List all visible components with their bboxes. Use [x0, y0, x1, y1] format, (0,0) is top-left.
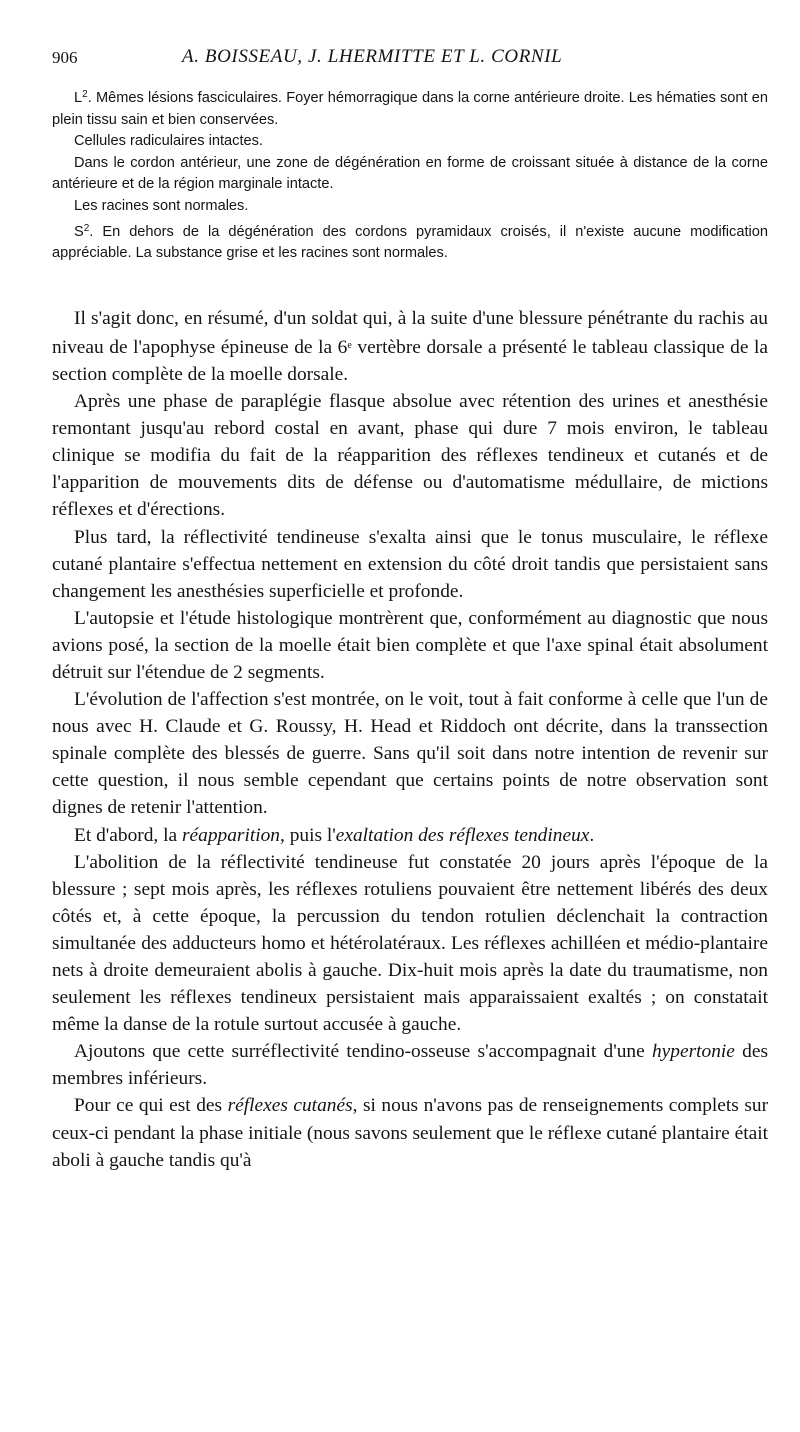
note-cordon: Dans le cordon antérieur, une zone de dégénération en forme de croissant située à distance de la corne antérieure et de la région marginale intacte.	[52, 154, 768, 193]
paragraph-reappearance: Et d'abord, la réapparition, puis l'exaltation des réflexes tendineux.	[74, 824, 595, 846]
paragraph-autopsy: L'autopsie et l'étude histologique montrèrent que, conformément au diagnostic que nous avions posé, la section de la moelle était bien complète et que l'axe spinal était absolument détruit sur l'étendue de 2 segments.	[52, 607, 768, 683]
paragraph-later: Plus tard, la réflectivité tendineuse s'exalta ainsi que le tonus musculaire, le réflexe cutané plantaire s'effectua nettement en extension du côté droit tandis que persistaient sans changement les anesthésies superficielle et profonde.	[52, 526, 768, 602]
note-racines: Les racines sont normales.	[74, 197, 249, 214]
paragraph-evolution: L'évolution de l'affection s'est montrée, on le voit, tout à fait conforme à celle que l'un de nous avec H. Claude et G. Roussy, H. Head et Riddoch ont décrite, dans la transsection spinale complète des blessés de guerre. Sans qu'il soit dans notre intention de revenir sur cette question, il nous semble cependant que certains points de notre observation sont dignes de retenir l'attention.	[52, 689, 768, 819]
page-header	[52, 42, 768, 78]
paragraph-abolition: L'abolition de la réflectivité tendineuse fut constatée 20 jours après l'époque de la blessure ; sept mois après, les réflexes rotuliens pouvaient être nettement libérés des deux côtés et, à cette époque, la percussion du tendon rotulien déclenchait la contraction simultanée des adducteurs homo et hétérolatéraux. Les réflexes achilléen et médio-plantaire nets à droite demeuraient abolis à gauche. Dix-huit mois après la date du traumatisme, non seulement les réflexes tendineux persistaient mais apparaissaient exaltés ; on constatait même la danse de la rotule surtout accusée à gauche.	[52, 851, 768, 1036]
note-s2: $S^2$. En dehors de la dégénération des cordons pyramidaux croisés, il n'existe aucune modification appréciable. La substance grise et les racines sont normales.	[52, 222, 768, 262]
paragraph-paraplegia: Après une phase de paraplégie flasque absolue avec rétention des urines et anesthésie remontant jusqu'au rebord costal en avant, phase qui dure 7 mois environ, le tableau clinique se modifia du fait de la réapparition des réflexes tendineux et cutanés et de l'apparition de mouvements dits de défense ou d'automatisme médullaire, de mictions réflexes et d'érections.	[52, 391, 768, 521]
page-number: 906	[52, 48, 78, 67]
histology-notes	[52, 84, 768, 265]
note-cells: Cellules radiculaires intactes.	[74, 133, 263, 150]
paragraph-hypertonia: Ajoutons que cette surréflectivité tendino-osseuse s'accompagnait d'une hypertonie des membres inférieurs.	[52, 1041, 769, 1090]
main-text	[52, 305, 768, 1174]
document-page	[52, 42, 768, 1174]
running-head: A. BOISSEAU, J. LHERMITTE ET L. CORNIL	[182, 46, 563, 67]
paragraph-cutaneous: Pour ce qui est des réflexes cutanés, si nous n'avons pas de renseignements complets sur ceux-ci pendant la phase initiale (nous savons seulement que le réflexe cutané plantaire était aboli à gauche tandis qu'à	[52, 1095, 769, 1171]
note-l2: $L^2$. Mêmes lésions fasciculaires. Foyer hémorragique dans la corne antérieure droite. Les hématies sont en plein tissu sain et bien conservées.	[52, 89, 768, 128]
paragraph-summary: Il s'agit donc, en résumé, d'un soldat qui, à la suite d'une blessure pénétrante du rachis au niveau de l'apophyse épineuse de la 6e vertèbre dorsale a présenté le tableau classique de la section complète de la moelle dorsale.	[52, 307, 768, 385]
